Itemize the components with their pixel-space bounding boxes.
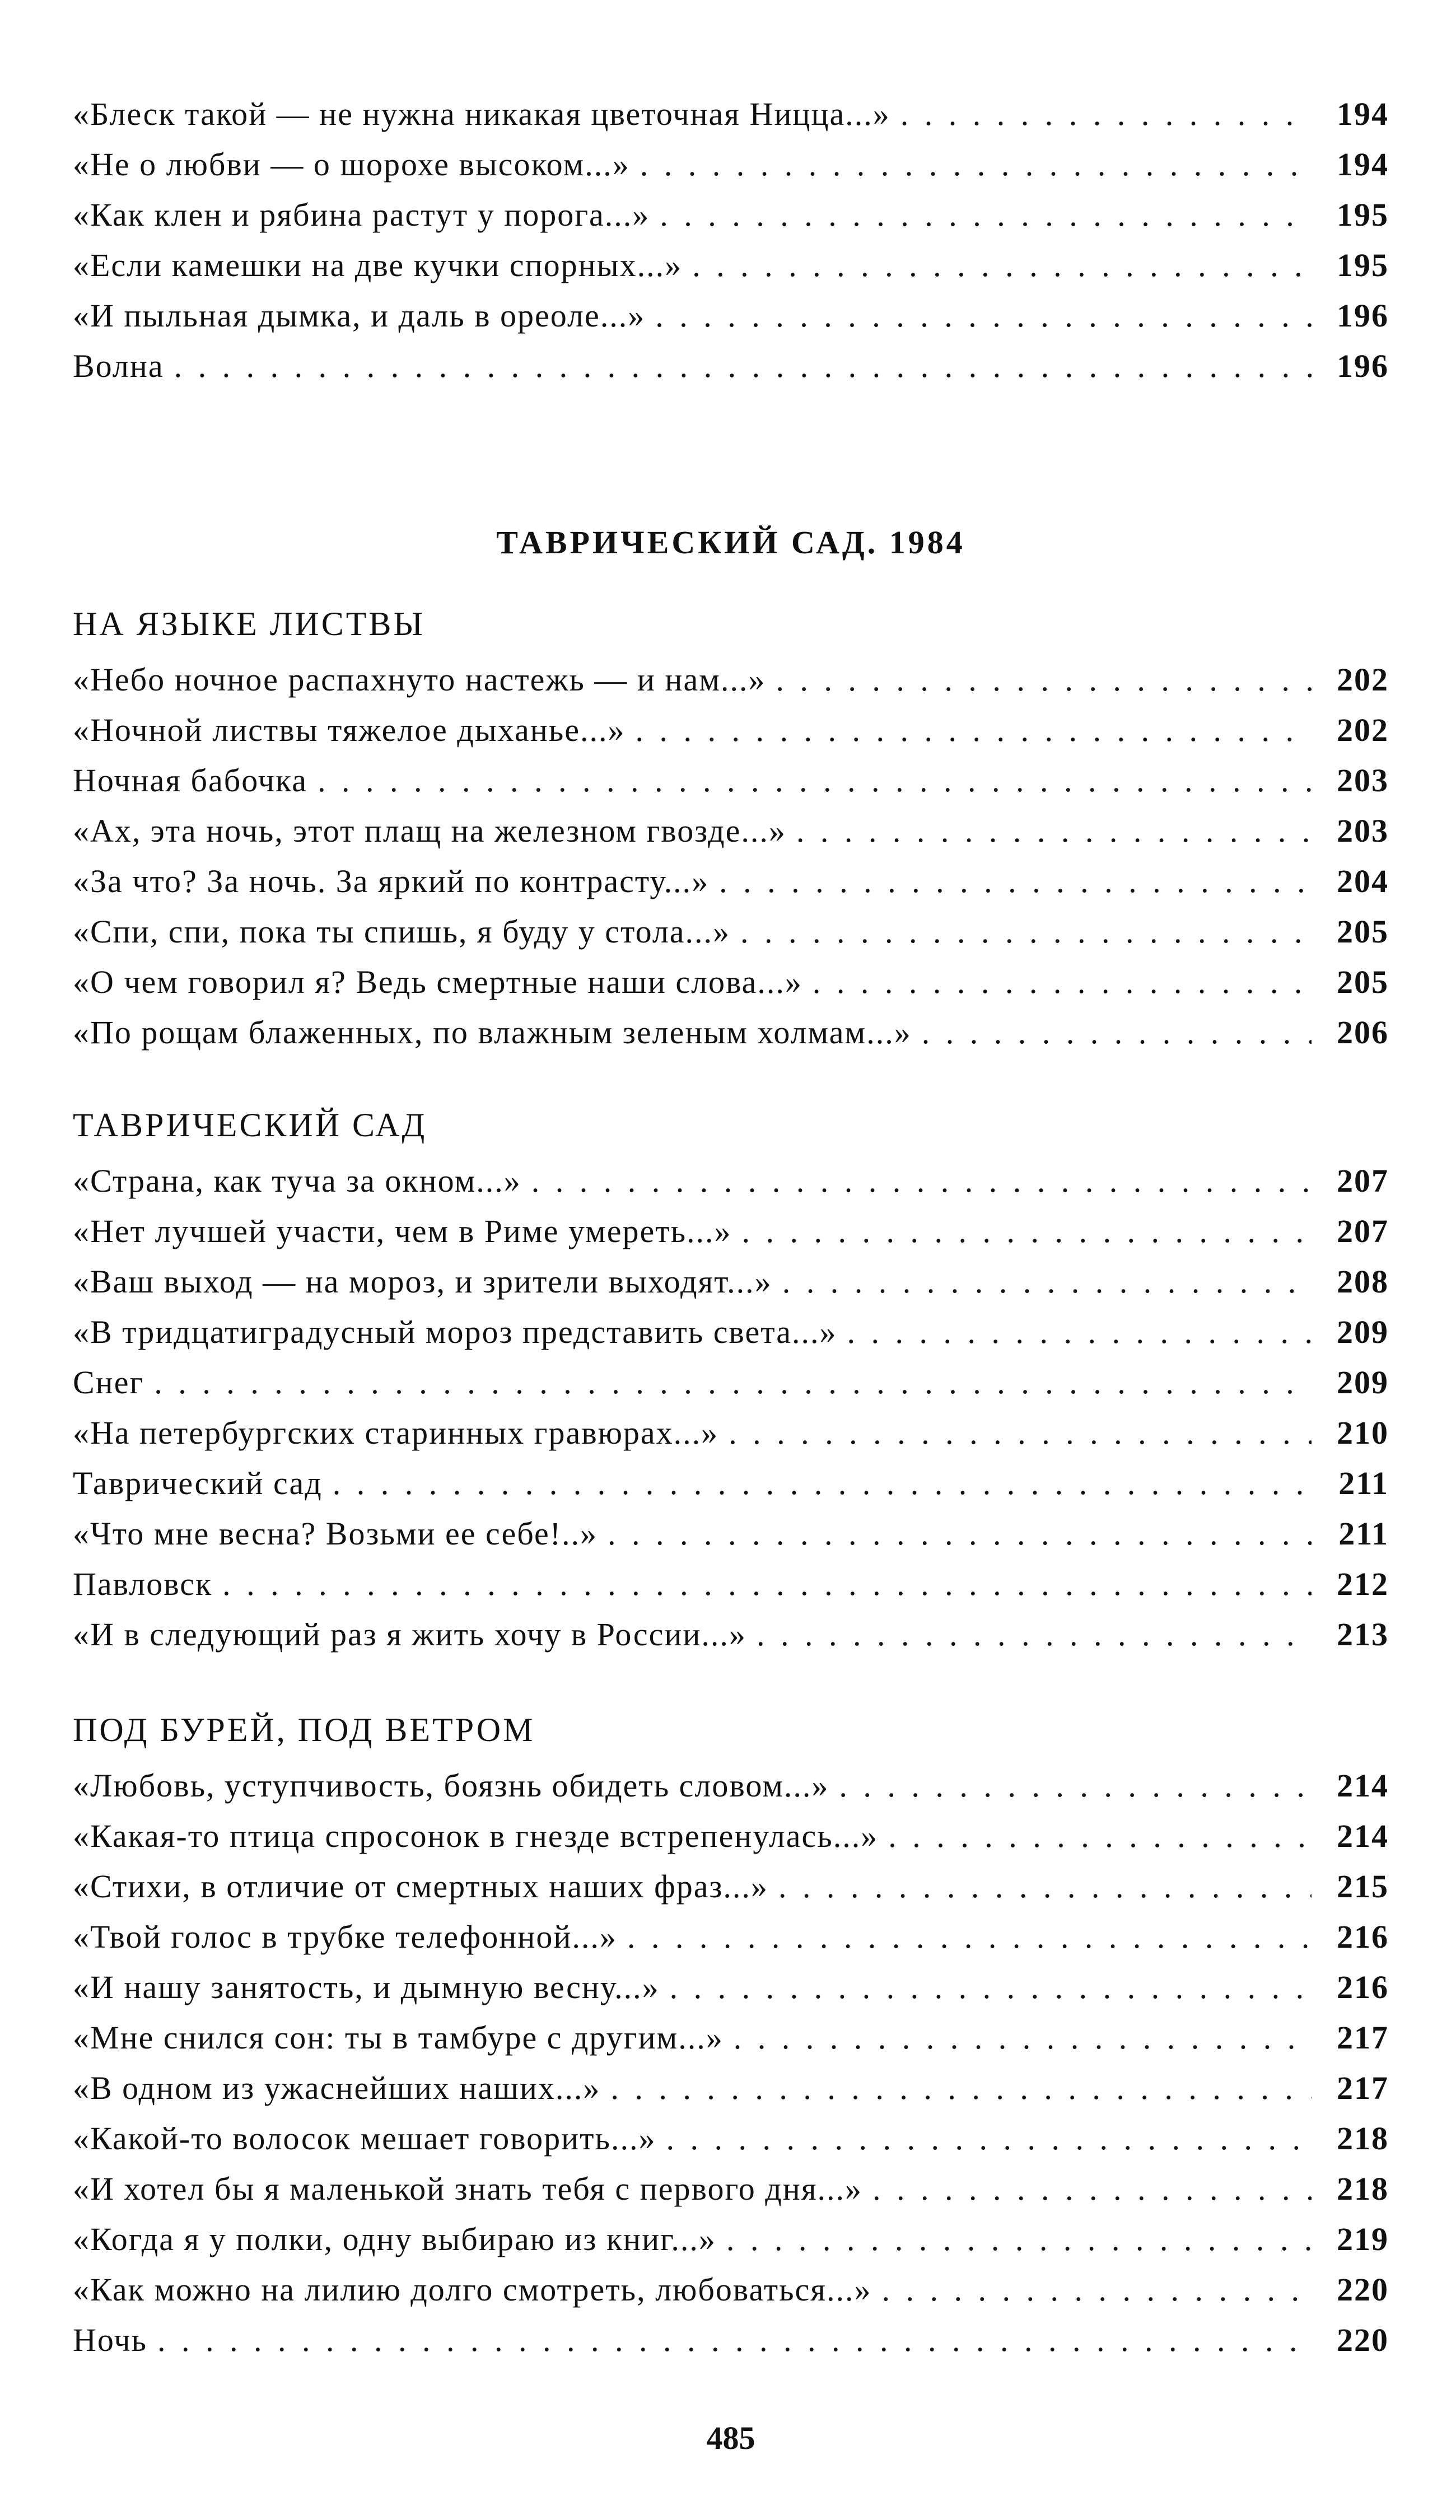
entry-title: «И хотел бы я маленькой знать тебя с первого дня...» xyxy=(73,2171,863,2207)
entry-title: «Спи, спи, пока ты спишь, я буду у стола...» xyxy=(73,913,730,950)
entry-title: «Если камешки на две кучки спорных...» xyxy=(73,247,683,283)
entry-title: Волна xyxy=(73,348,164,384)
dot-leader xyxy=(729,1414,1312,1452)
dot-leader xyxy=(740,913,1312,950)
entry-page: 207 xyxy=(1337,1213,1389,1249)
entry-page: 202 xyxy=(1337,661,1389,698)
entry-page: 196 xyxy=(1337,297,1389,334)
toc-entry xyxy=(73,1565,1389,1610)
toc-entry xyxy=(73,2120,1389,2164)
entry-title: «Когда я у полки, одну выбираю из книг...» xyxy=(73,2221,716,2257)
dot-leader xyxy=(782,1263,1312,1300)
entry-page: 194 xyxy=(1337,146,1389,183)
page-number: 485 xyxy=(706,2420,755,2456)
entry-page: 212 xyxy=(1337,1566,1389,1602)
entry-title: «Ночной листвы тяжелое дыханье...» xyxy=(73,712,626,748)
dot-leader xyxy=(174,347,1312,385)
toc-entry xyxy=(73,1313,1389,1358)
toc-entry xyxy=(73,1515,1389,1560)
dot-leader xyxy=(813,963,1312,1001)
toc-entry xyxy=(73,913,1389,958)
toc-entry xyxy=(73,711,1389,756)
dot-leader xyxy=(627,1918,1312,1956)
entry-page: 207 xyxy=(1337,1163,1389,1199)
dot-leader xyxy=(610,2069,1312,2107)
dot-leader xyxy=(726,2220,1312,2258)
dot-leader xyxy=(719,862,1312,900)
entry-title: «Ваш выход — на мороз, и зрители выходят...» xyxy=(73,1263,772,1300)
entry-title: Павловск xyxy=(73,1566,213,1602)
dot-leader xyxy=(881,2271,1312,2308)
dot-leader xyxy=(796,812,1312,850)
entry-page: 195 xyxy=(1337,247,1389,283)
section-heading: ПОД БУРЕЙ, ПОД ВЕТРОМ xyxy=(73,1711,535,1748)
toc-entry xyxy=(73,1868,1389,1912)
entry-title: «Как клен и рябина растут у порога...» xyxy=(73,197,650,233)
entry-title: «Не о любви — о шорохе высоком...» xyxy=(73,146,630,183)
dot-leader xyxy=(742,1212,1312,1250)
entry-title: «В тридцатиградусный мороз представить света...» xyxy=(73,1314,837,1350)
dot-leader xyxy=(888,1817,1312,1855)
toc-entry xyxy=(73,2220,1389,2265)
entry-page: 215 xyxy=(1337,1868,1389,1905)
entry-page: 204 xyxy=(1337,863,1389,899)
dot-leader xyxy=(608,1515,1312,1552)
entry-page: 203 xyxy=(1337,813,1389,849)
entry-title: «И пыльная дымка, и даль в ореоле...» xyxy=(73,297,646,334)
toc-entry xyxy=(73,2271,1389,2316)
toc-entry xyxy=(73,661,1389,706)
entry-page: 208 xyxy=(1337,1263,1389,1300)
entry-page: 209 xyxy=(1337,1314,1389,1350)
entry-page: 211 xyxy=(1338,1515,1389,1552)
dot-leader xyxy=(531,1162,1312,1200)
toc-entry xyxy=(73,1817,1389,1862)
toc-entry xyxy=(73,812,1389,857)
entry-title: «И в следующий раз я жить хочу в России...» xyxy=(73,1616,746,1653)
dot-leader xyxy=(900,95,1312,133)
entry-title: «Небо ночное распахнуто настежь — и нам...» xyxy=(73,661,766,698)
entry-title: Снег xyxy=(73,1364,144,1401)
entry-page: 217 xyxy=(1337,2019,1389,2056)
entry-title: «Ах, эта ночь, этот плащ на железном гвозде...» xyxy=(73,813,786,849)
dot-leader xyxy=(872,2170,1312,2208)
entry-title: «На петербургских старинных гравюрах...» xyxy=(73,1415,719,1451)
entry-title: Таврический сад xyxy=(73,1465,323,1501)
entry-page: 217 xyxy=(1337,2070,1389,2106)
dot-leader xyxy=(922,1014,1312,1051)
toc-entry xyxy=(73,1014,1389,1058)
entry-title: «Мне снился сон: ты в тамбуре с другим...» xyxy=(73,2019,724,2056)
entry-page: 218 xyxy=(1337,2120,1389,2157)
entry-page: 220 xyxy=(1337,2322,1389,2358)
entry-page: 196 xyxy=(1337,348,1389,384)
dot-leader xyxy=(776,661,1312,698)
entry-page: 194 xyxy=(1337,96,1389,132)
entry-title: «Блеск такой — не нужна никакая цветочная Ницца...» xyxy=(73,96,890,132)
dot-leader xyxy=(666,2120,1312,2157)
entry-title: «Стихи, в отличие от смертных наших фраз...» xyxy=(73,1868,768,1905)
dot-leader xyxy=(692,246,1312,284)
toc-entry xyxy=(73,2069,1389,2114)
entry-page: 203 xyxy=(1337,762,1389,799)
section-heading: ТАВРИЧЕСКИЙ САД xyxy=(73,1107,427,1144)
toc-entry xyxy=(73,1364,1389,1408)
toc-entry xyxy=(73,2321,1389,2366)
toc-entry xyxy=(73,1767,1389,1812)
entry-title: «Твой голос в трубке телефонной...» xyxy=(73,1919,617,1955)
entry-page: 195 xyxy=(1337,197,1389,233)
entry-title: «За что? За ночь. За яркий по контрасту...» xyxy=(73,863,710,899)
dot-leader xyxy=(157,2321,1312,2359)
book-title: ТАВРИЧЕСКИЙ САД. 1984 xyxy=(496,524,965,561)
toc-entry xyxy=(73,2170,1389,2215)
toc-entry xyxy=(73,347,1389,392)
entry-title: «И нашу занятость, и дымную весну...» xyxy=(73,1969,660,2005)
entry-page: 216 xyxy=(1337,1969,1389,2005)
entry-page: 209 xyxy=(1337,1364,1389,1401)
dot-leader xyxy=(734,2019,1312,2056)
toc-entry xyxy=(73,1263,1389,1308)
toc-entry xyxy=(73,146,1389,190)
toc-entry xyxy=(73,95,1389,140)
dot-leader xyxy=(655,297,1312,334)
entry-page: 202 xyxy=(1337,712,1389,748)
dot-leader xyxy=(670,1968,1312,2006)
entry-title: «Как можно на лилию долго смотреть, любоваться...» xyxy=(73,2271,872,2308)
toc-entry xyxy=(73,196,1389,241)
entry-title: «Страна, как туча за окном...» xyxy=(73,1163,521,1199)
dot-leader xyxy=(635,711,1312,749)
entry-page: 214 xyxy=(1337,1767,1389,1804)
entry-page: 205 xyxy=(1337,913,1389,950)
entry-page: 211 xyxy=(1338,1465,1389,1501)
dot-leader xyxy=(847,1313,1312,1351)
entry-title: «Что мне весна? Возьми ее себе!..» xyxy=(73,1515,598,1552)
dot-leader xyxy=(778,1868,1312,1905)
entry-page: 216 xyxy=(1337,1919,1389,1955)
toc-entry xyxy=(73,1464,1389,1509)
entry-page: 218 xyxy=(1337,2171,1389,2207)
toc-entry xyxy=(73,297,1389,342)
entry-title: «По рощам блаженных, по влажным зеленым холмам...» xyxy=(73,1014,912,1051)
dot-leader xyxy=(318,762,1312,799)
section-heading: НА ЯЗЫКЕ ЛИСТВЫ xyxy=(73,605,425,642)
toc-entry xyxy=(73,246,1389,291)
toc-entry xyxy=(73,963,1389,1008)
entry-page: 220 xyxy=(1337,2271,1389,2308)
toc-entry xyxy=(73,1414,1389,1459)
entry-page: 205 xyxy=(1337,964,1389,1000)
entry-title: Ночная бабочка xyxy=(73,762,307,799)
toc-page xyxy=(73,0,1389,2520)
toc-entry xyxy=(73,1162,1389,1207)
toc-entry xyxy=(73,1212,1389,1257)
dot-leader xyxy=(333,1464,1312,1502)
entry-title: Ночь xyxy=(73,2322,148,2358)
entry-page: 206 xyxy=(1337,1014,1389,1051)
toc-entry xyxy=(73,1968,1389,2013)
dot-leader xyxy=(640,146,1312,183)
entry-title: «Какая-то птица спросонок в гнезде встрепенулась...» xyxy=(73,1818,879,1854)
entry-page: 213 xyxy=(1337,1616,1389,1653)
entry-page: 210 xyxy=(1337,1415,1389,1451)
toc-entry xyxy=(73,2019,1389,2064)
dot-leader xyxy=(839,1767,1312,1804)
dot-leader xyxy=(660,196,1312,234)
toc-entry xyxy=(73,1616,1389,1660)
entry-title: «Любовь, уступчивость, боязнь обидеть словом...» xyxy=(73,1767,829,1804)
toc-entry xyxy=(73,1918,1389,1963)
entry-page: 214 xyxy=(1337,1818,1389,1854)
entry-title: «Нет лучшей участи, чем в Риме умереть...» xyxy=(73,1213,732,1249)
dot-leader xyxy=(222,1565,1312,1603)
toc-entry xyxy=(73,862,1389,907)
entry-title: «О чем говорил я? Ведь смертные наши слова...» xyxy=(73,964,802,1000)
dot-leader xyxy=(154,1364,1312,1401)
entry-title: «Какой-то волосок мешает говорить...» xyxy=(73,2120,656,2157)
toc-entry xyxy=(73,762,1389,806)
entry-page: 219 xyxy=(1337,2221,1389,2257)
dot-leader xyxy=(757,1616,1312,1653)
entry-title: «В одном из ужаснейших наших...» xyxy=(73,2070,601,2106)
